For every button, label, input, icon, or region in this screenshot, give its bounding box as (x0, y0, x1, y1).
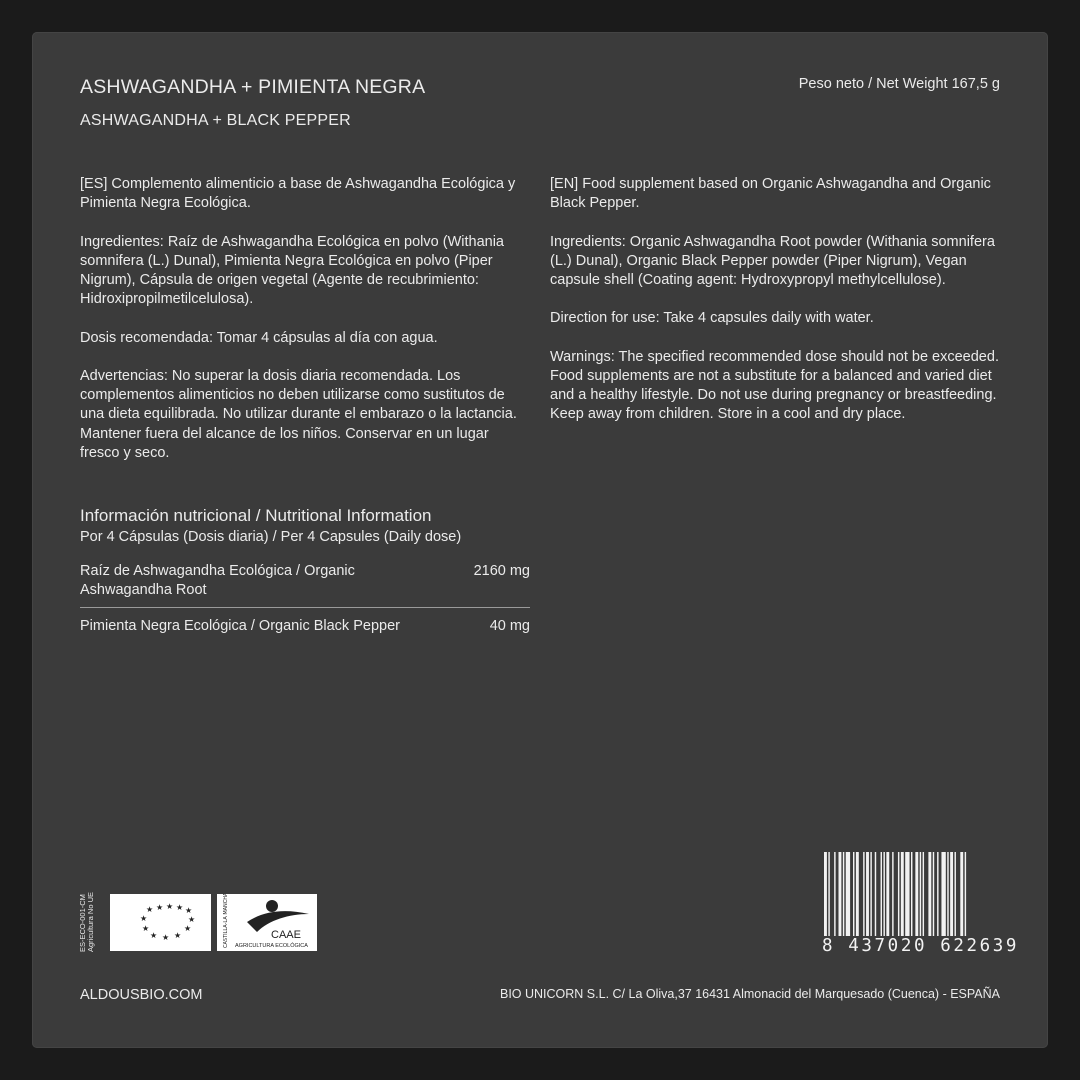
eu-organic-logo-icon (110, 894, 211, 951)
barcode-bar (892, 852, 893, 936)
barcode-bar (923, 852, 924, 936)
barcode-bar (950, 852, 953, 936)
barcode-bar (920, 852, 921, 936)
barcode-bar (928, 852, 931, 936)
english-column (550, 175, 1002, 444)
product-title-en: ASHWAGANDHA + BLACK PEPPER (80, 112, 351, 129)
barcode-bar (875, 852, 876, 936)
nutrition-table (80, 562, 530, 637)
barcode-bar (965, 852, 966, 936)
barcode (822, 852, 1020, 956)
barcode-bar (843, 852, 844, 936)
svg-text:★: ★ (140, 914, 148, 923)
svg-text:★: ★ (142, 924, 150, 933)
barcode-bar (911, 852, 912, 936)
nutrition-row (80, 608, 530, 636)
warnings-en: Warnings: The specified recommended dose should not be exceeded. Food supplements are not a substitute for a balanced and varied diet and a healthy lifestyle. Do not use during pregnancy or breastfeeding. Keep away from children. Store in a cool and dry place. (550, 348, 999, 423)
caae-region-text: CASTILLA-LA MANCHA (223, 894, 229, 948)
barcode-bar (881, 852, 882, 936)
svg-text:★: ★ (174, 931, 182, 940)
warnings-es: Advertencias: No superar la dosis diaria recomendada. Los complementos alimenticios no deben utilizarse como sustitutos de una dieta equilibrada. No utilizar durante el embarazo o la lactancia. Mantener fuera del alcance de los niños. Conservar en un lugar fresco y seco. (80, 367, 517, 461)
dose-en: Direction for use: Take 4 capsules daily with water. (550, 310, 874, 327)
barcode-bar (898, 852, 899, 936)
barcode-bar (933, 852, 934, 936)
barcode-bar (947, 852, 948, 936)
svg-text:★: ★ (188, 915, 196, 924)
barcode-bar (955, 852, 956, 936)
nutrient-amount: 40 mg (489, 618, 530, 635)
nutrient-name: Pimienta Negra Ecológica / Organic Black Pepper (80, 618, 400, 635)
barcode-bar (828, 852, 829, 936)
barcode-bar (839, 852, 842, 936)
description-es: [ES] Complemento alimenticio a base de Ashwagandha Ecológica y Pimienta Negra Ecológica. (80, 176, 516, 212)
product-label (32, 32, 1048, 1048)
nutrition-row (80, 562, 530, 608)
barcode-bar (853, 852, 854, 936)
svg-text:★: ★ (176, 903, 184, 912)
eco-code-text: ES-ECO-001-CM Agricultura No UE (78, 891, 95, 952)
caae-logo (217, 894, 317, 951)
nutrient-name: Raíz de Ashwagandha Ecológica / Organic Ashwagandha Root (80, 563, 355, 599)
svg-text:★: ★ (166, 902, 174, 911)
caae-text: CAAE (271, 929, 301, 941)
svg-text:★: ★ (156, 903, 164, 912)
description-en: [EN] Food supplement based on Organic Ashwagandha and Organic Black Pepper. (550, 176, 991, 212)
barcode-bar (883, 852, 884, 936)
barcode-number: 8 437020 622639 (822, 936, 1020, 956)
barcode-bar (915, 852, 918, 936)
net-weight: Peso neto / Net Weight 167,5 g (798, 76, 1000, 92)
caae-emblem-icon (217, 894, 317, 951)
nutrition-subtitle: Por 4 Cápsulas (Dosis diaria) / Per 4 Capsules (Daily dose) (80, 529, 462, 545)
eco-certification-code (78, 891, 95, 952)
nutrition-title: Información nutricional / Nutritional Information (80, 506, 432, 525)
barcode-bar (863, 852, 864, 936)
barcode-bar (870, 852, 871, 936)
barcode-bars (822, 852, 1000, 936)
barcode-bar (834, 852, 835, 936)
barcode-bar (960, 852, 963, 936)
barcode-bar (846, 852, 850, 936)
barcode-bar (937, 852, 938, 936)
svg-text:★: ★ (184, 924, 192, 933)
barcode-bar (886, 852, 889, 936)
svg-text:★: ★ (185, 906, 193, 915)
barcode-bar (856, 852, 859, 936)
barcode-bar (905, 852, 909, 936)
barcode-bar (941, 852, 945, 936)
website-link[interactable]: ALDOUSBIO.COM (80, 987, 203, 1003)
ingredients-en: Ingredients: Organic Ashwagandha Root powder (Withania somnifera (L.) Dunal), Organic Black Pepper powder (Piper Nigrum), Vegan capsule shell (Coating agent: Hydroxypropyl methylcellulose). (550, 233, 995, 288)
svg-text:★: ★ (162, 933, 170, 942)
barcode-bar (824, 852, 827, 936)
svg-text:★: ★ (150, 931, 158, 940)
dose-es: Dosis recomendada: Tomar 4 cápsulas al día con agua. (80, 329, 438, 346)
nutrient-amount: 2160 mg (473, 563, 530, 579)
ingredients-es: Ingredientes: Raíz de Ashwagandha Ecológica en polvo (Withania somnifera (L.) Dunal), Pimienta Negra Ecológica en polvo (Piper Nigrum), Cápsula de origen vegetal (Agente de recubrimiento: Hidroxipropilmetilcelulosa). (80, 233, 504, 308)
company-address: BIO UNICORN S.L. C/ La Oliva,37 16431 Almonacid del Marquesado (Cuenca) - ESPAÑA (500, 987, 1000, 1001)
svg-text:★: ★ (146, 905, 154, 914)
spanish-column (80, 175, 532, 482)
eu-leaf-stars-icon (110, 894, 211, 951)
barcode-bar (901, 852, 904, 936)
barcode-bar (866, 852, 869, 936)
product-title-es: ASHWAGANDHA + PIMIENTA NEGRA (80, 76, 426, 98)
caae-sub-text: AGRICULTURA ECOLÓGICA (235, 943, 308, 949)
